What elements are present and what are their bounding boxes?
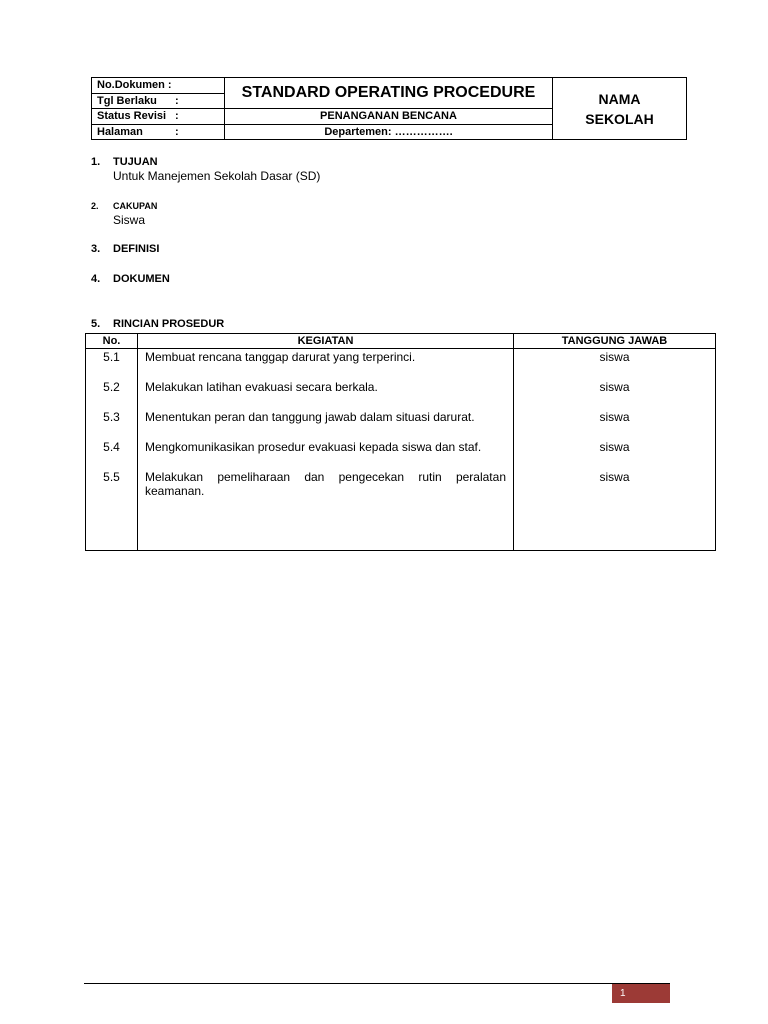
footer-divider [84,983,670,984]
tgl-berlaku-cell [92,93,225,109]
section-number: 2. [91,201,99,211]
halaman-cell [92,124,225,140]
table-header-row [86,334,716,349]
section-title: RINCIAN PROSEDUR [113,318,225,330]
table-row [86,439,716,469]
row-kegiatan: Membuat rencana tanggap darurat yang terperinci. [138,349,514,380]
procedure-table [85,333,716,551]
table-row [86,379,716,409]
row-tanggung-jawab: siswa [514,469,716,551]
section-title: TUJUAN [113,156,158,168]
header-tanggung-jawab: TANGGUNG JAWAB [514,334,716,349]
table-row [86,409,716,439]
status-revisi-separator: : [175,110,179,123]
halaman-label: Halaman [97,125,143,138]
section-definisi [91,243,159,255]
table-row [86,349,716,380]
row-number: 5.3 [86,409,138,439]
row-tanggung-jawab: siswa [514,379,716,409]
status-revisi-cell [92,109,225,125]
page-number-badge: 1 [612,984,670,1003]
row-kegiatan: Melakukan latihan evakuasi secara berkala. [138,379,514,409]
row-number: 5.4 [86,439,138,469]
row-tanggung-jawab: siswa [514,409,716,439]
section-number: 1. [91,156,101,168]
table-row [86,469,716,551]
school-name-line1: NAMA [598,90,641,107]
section-tujuan [91,156,320,183]
tgl-berlaku-separator: : [175,94,179,107]
row-tanggung-jawab: siswa [514,349,716,380]
section-title: DEFINISI [113,243,160,255]
school-name-line2: SEKOLAH [585,110,654,127]
status-revisi-label: Status Revisi [97,110,167,123]
row-number: 5.5 [86,469,138,551]
section-number: 4. [91,273,101,285]
sop-title: STANDARD OPERATING PROCEDURE [225,78,553,109]
row-tanggung-jawab: siswa [514,439,716,469]
sop-subtitle: PENANGANAN BENCANA [225,109,553,125]
section-rincian [91,318,224,330]
school-name-cell [553,78,687,140]
section-cakupan [91,200,157,227]
section-number: 5. [91,318,101,330]
departemen-cell: Departemen: ……………. [225,124,553,140]
section-body: Untuk Manejemen Sekolah Dasar (SD) [113,169,321,183]
row-number: 5.1 [86,349,138,380]
header-kegiatan: KEGIATAN [138,334,514,349]
header-no: No. [86,334,138,349]
halaman-separator: : [175,125,179,138]
row-kegiatan: Mengkomunikasikan prosedur evakuasi kepada siswa dan staf. [138,439,514,469]
no-dokumen-cell: No.Dokumen : [92,78,225,94]
tgl-berlaku-label: Tgl Berlaku [97,94,157,107]
row-number: 5.2 [86,379,138,409]
section-body: Siswa [113,213,146,227]
sop-header-table [91,77,687,140]
section-title: DOKUMEN [113,273,170,285]
section-number: 3. [91,243,101,255]
section-title: CAKUPAN [113,201,158,211]
section-dokumen [91,273,170,285]
row-kegiatan: Melakukan pemeliharaan dan pengecekan rutin peralatan keamanan. [138,469,514,551]
row-kegiatan: Menentukan peran dan tanggung jawab dalam situasi darurat. [138,409,514,439]
